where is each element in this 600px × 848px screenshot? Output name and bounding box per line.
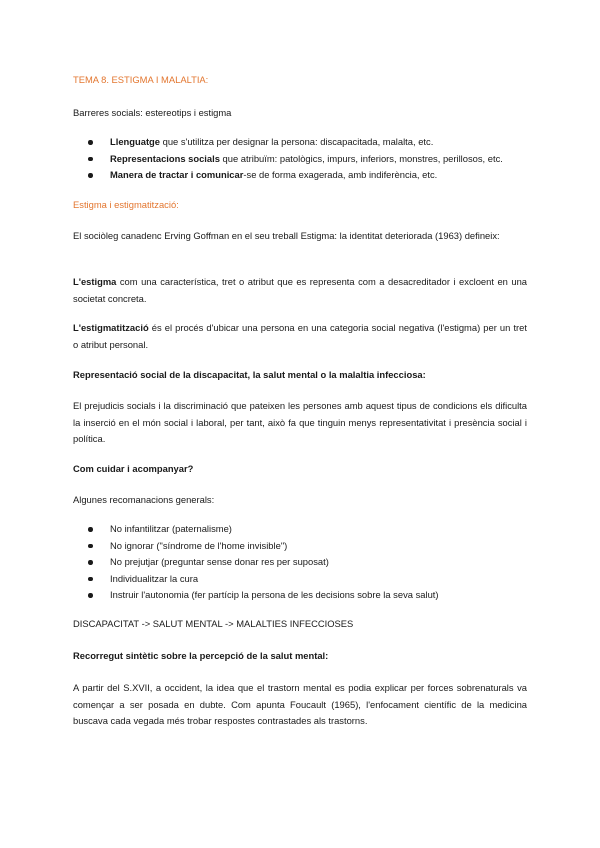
list-item: Manera de tractar i comunicar-se de forma exagerada, amb indiferència, etc. (73, 167, 527, 184)
history-paragraph: A partir del S.XVII, a occident, la idea que el trastorn mental es podia explicar per forces sobrenaturals va començar a ser posada en dubte. Com apunta Foucault (1965), l'enfocament científic de la medicina buscava cada vegada més trobar respostes contrastades als trastorns. (73, 682, 527, 726)
bullet-icon (88, 173, 93, 178)
representation-heading: Representació social de la discapacitat, la salut mental o la malaltia infecciosa: (73, 369, 426, 380)
goffman-paragraph: El sociòleg canadenc Erving Goffman en el seu treball Estigma: la identitat deteriorada (1963) defineix: (73, 230, 500, 241)
bullet-icon (88, 544, 93, 549)
recommendations-list (73, 521, 527, 604)
estigma-definition: L'estigma com una característica, tret o atribut que es representa com a desacreditador i excloent en una societat concreta. (73, 276, 527, 304)
bullet-icon (88, 140, 93, 145)
list-item: No infantilitzar (paternalisme) (73, 521, 527, 538)
sequence-line: DISCAPACITAT -> SALUT MENTAL -> MALALTIES INFECCIOSES (73, 618, 354, 629)
stigma-heading: Estigma i estigmatització: (73, 199, 179, 210)
care-heading: Com cuidar i acompanyar? (73, 463, 194, 474)
barriers-heading: Barreres socials: estereotips i estigma (73, 107, 232, 118)
bullet-icon (88, 527, 93, 532)
mental-health-heading: Recorregut sintètic sobre la percepció de la salut mental: (73, 650, 329, 661)
estigmatitzacio-definition: L'estigmatització és el procés d'ubicar una persona en una categoria social negativa (l'estigma) per un tret o atribut personal. (73, 322, 527, 350)
page-title: TEMA 8. ESTIGMA I MALALTIA: (73, 74, 209, 85)
list-item: Instruir l'autonomia (fer partícip la persona de les decisions sobre la seva salut) (73, 587, 527, 604)
prejudice-paragraph: El prejudicis socials i la discriminació que pateixen les persones amb aquest tipus de condicions els dificulta la inserció en el món social i laboral, per tant, això fa que tinguin menys representativitat i presència social i política. (73, 400, 527, 444)
list-item: Individualitzar la cura (73, 571, 527, 588)
list-item: Representacions socials que atribuïm: patològics, impurs, inferiors, monstres, perillosos, etc. (73, 151, 527, 168)
bullet-icon (88, 593, 93, 598)
barriers-list (73, 134, 527, 184)
bullet-icon (88, 560, 93, 565)
list-item: Llenguatge que s'utilitza per designar la persona: discapacitada, malalta, etc. (73, 134, 527, 151)
list-item: No prejutjar (preguntar sense donar res per suposat) (73, 554, 527, 571)
bullet-icon (88, 157, 93, 162)
list-item: No ignorar ("síndrome de l'home invisible") (73, 538, 527, 555)
bullet-icon (88, 577, 93, 582)
recommendations-intro: Algunes recomanacions generals: (73, 494, 215, 505)
